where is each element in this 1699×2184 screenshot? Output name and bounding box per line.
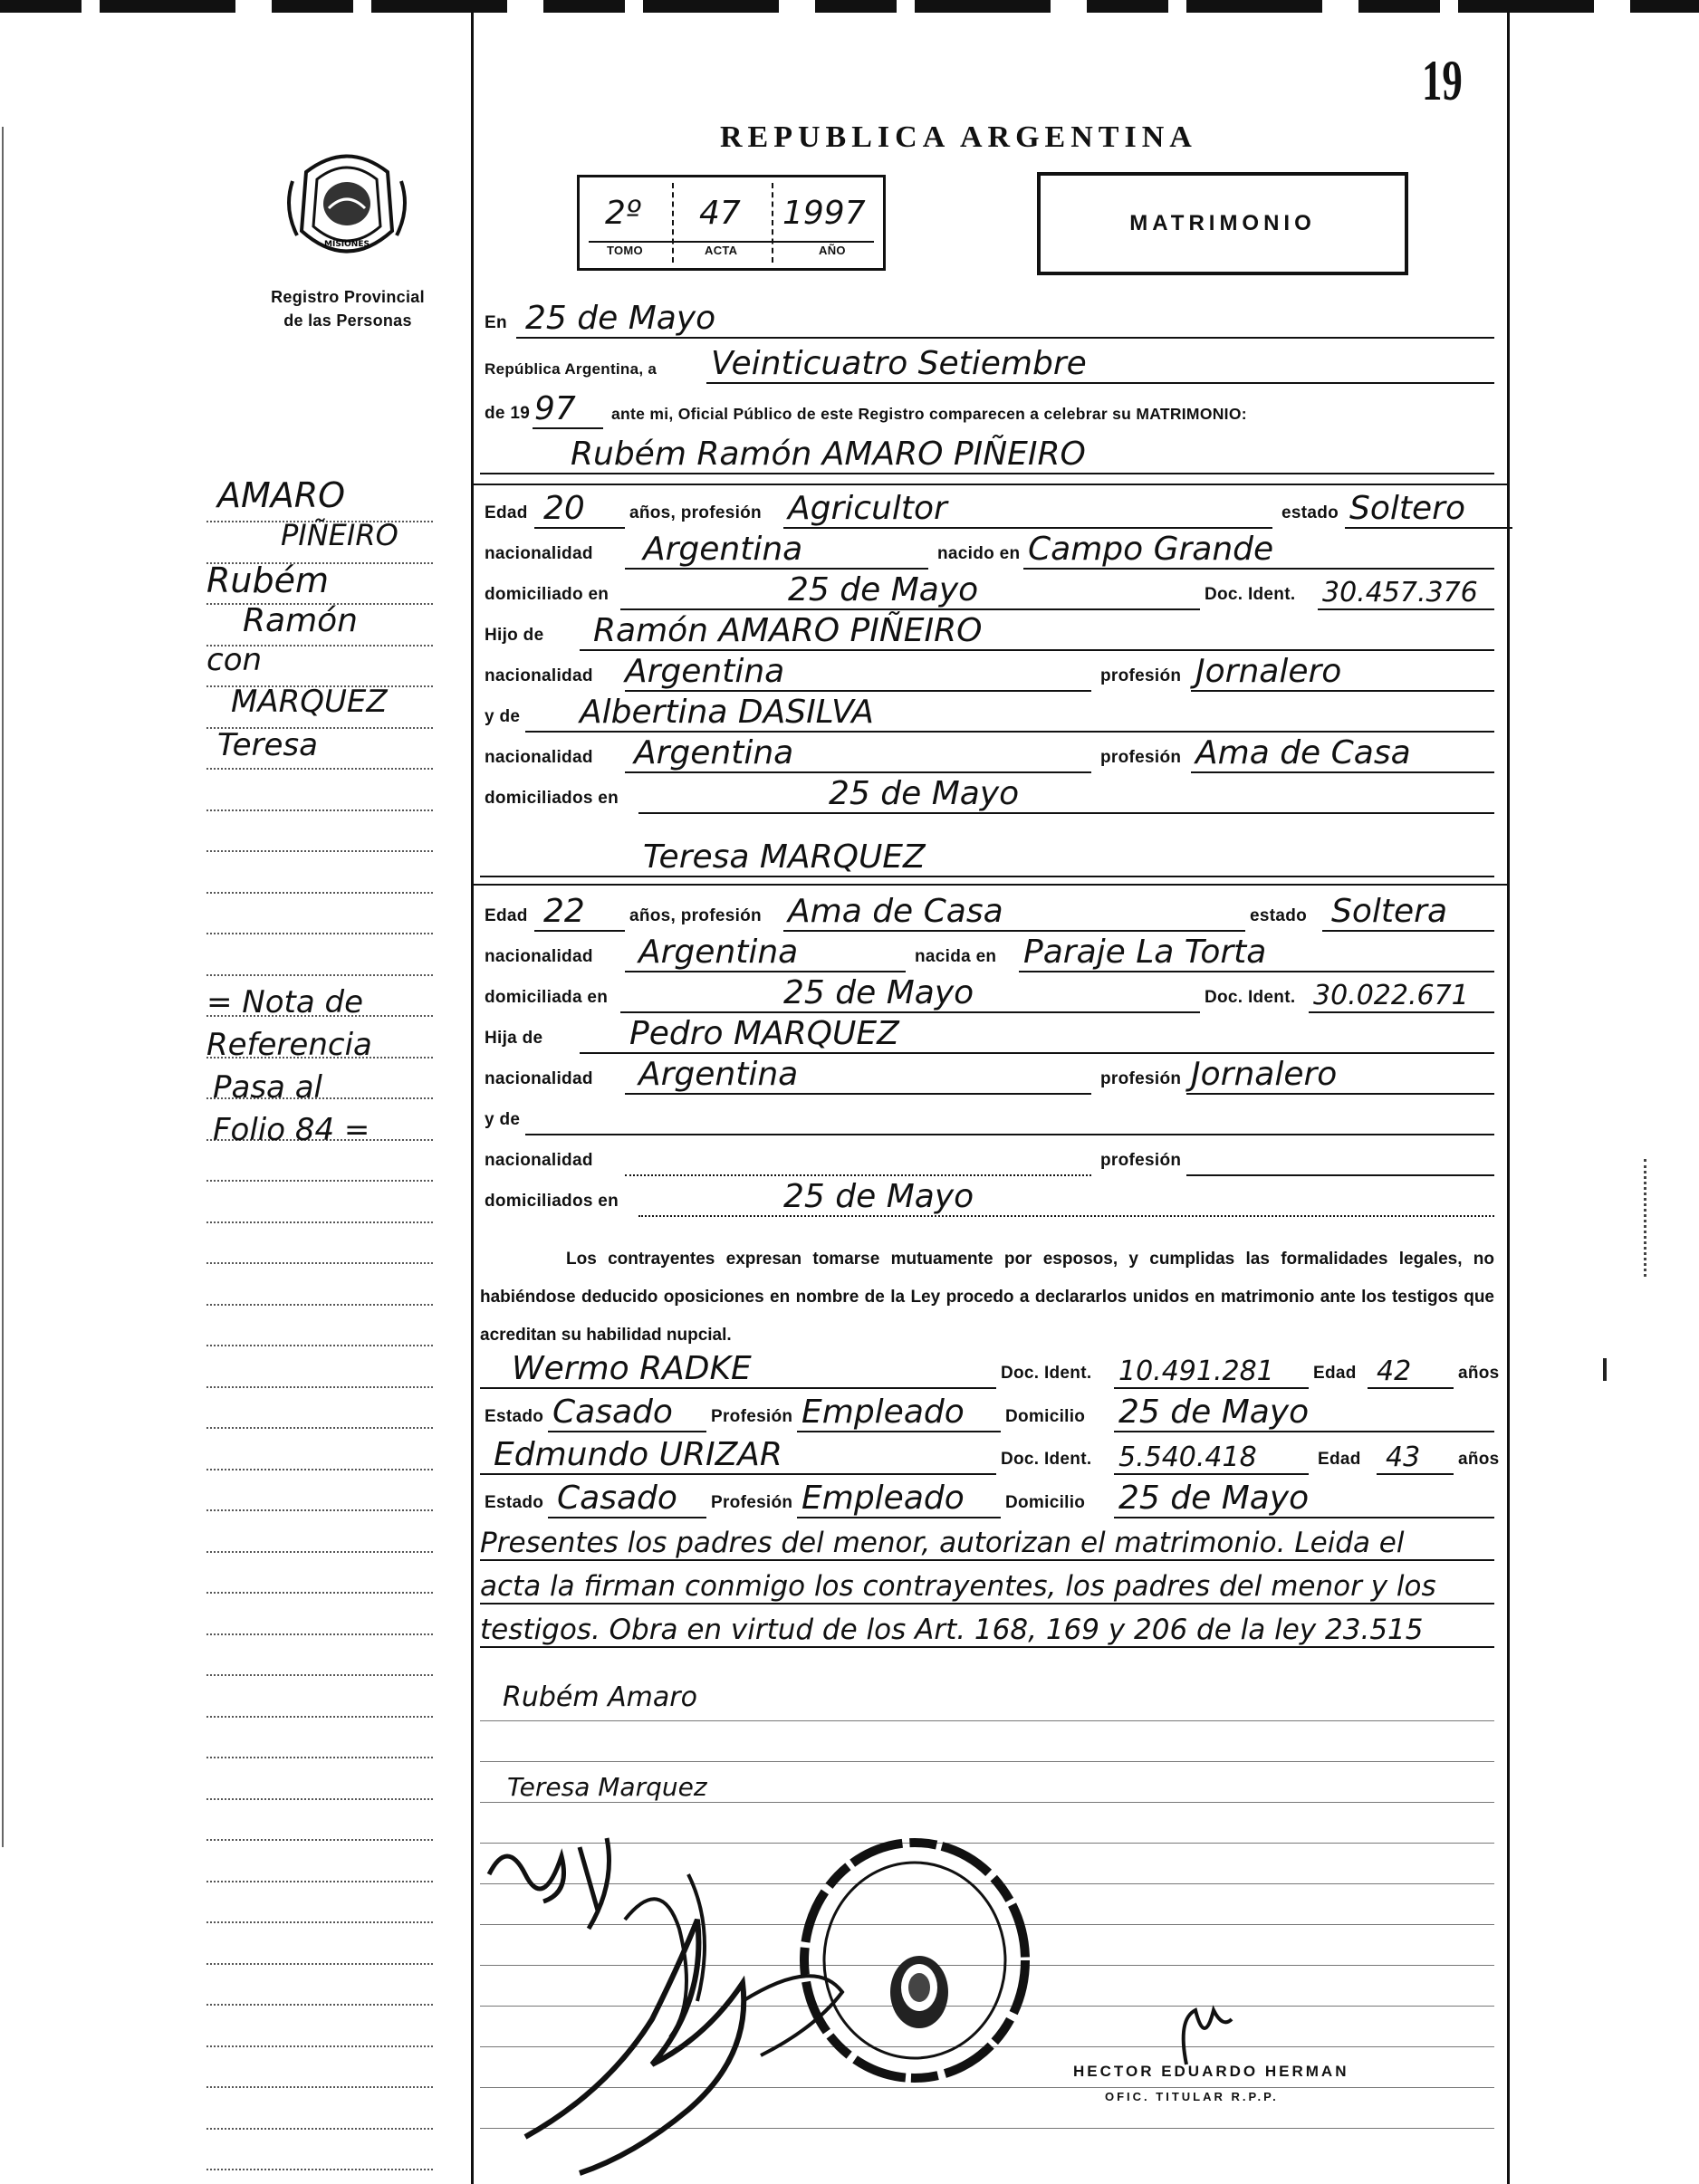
act-type: MATRIMONIO	[1129, 211, 1316, 235]
groom-domicilio: 25 de Mayo	[788, 571, 979, 608]
bride-nac-label: nacionalidad	[485, 947, 593, 966]
acta-label: ACTA	[705, 244, 738, 257]
witness-1-domicilio-label: Domicilio	[1005, 1407, 1086, 1426]
groom-name: Rubém Ramón AMARO PIÑEIRO	[571, 436, 1086, 473]
witness-2-name: Edmundo URIZAR	[494, 1436, 782, 1473]
groom-hijo-label: Hijo de	[485, 626, 544, 645]
margin-ruled-line	[206, 2086, 433, 2088]
witness-1-doc-label: Doc. Ident.	[1001, 1364, 1092, 1383]
en-label: En	[485, 313, 507, 332]
bride-padre-prof-label: profesión	[1100, 1069, 1182, 1088]
act-type-box	[1037, 172, 1408, 275]
groom-profesion: Agricultor	[788, 490, 947, 527]
bride-doc-label: Doc. Ident.	[1205, 988, 1296, 1007]
margin-note-3: Pasa al	[213, 1069, 322, 1106]
margin-ruled-line	[206, 974, 433, 976]
margin-ruled-line	[206, 1345, 433, 1346]
margin-ruled-line	[206, 1386, 433, 1388]
note-line-1: Presentes los padres del menor, autorizan el matrimonio. Leida el	[480, 1527, 1405, 1559]
witness-2-domicilio-label: Domicilio	[1005, 1493, 1086, 1512]
bride-estado-label: estado	[1250, 906, 1308, 925]
bride-domiciliados: 25 de Mayo	[783, 1178, 974, 1215]
groom-profesion-label: años, profesión	[629, 503, 762, 522]
groom-padre-prof: Jornalero	[1195, 653, 1342, 690]
margin-ruled-line	[206, 2128, 433, 2130]
groom-estado-label: estado	[1281, 503, 1339, 522]
groom-nac-label: nacionalidad	[485, 544, 593, 563]
bride-nacida: Paraje La Torta	[1023, 934, 1267, 971]
margin-ruled-line	[206, 850, 433, 852]
republica-label: República Argentina, a	[485, 360, 658, 378]
margin-name-3: Rubém	[206, 560, 330, 600]
marriage-statement: Los contrayentes expresan tomarse mutuamente por esposos, y cumplidas las formalidades legales, no habiéndose deducido oposiciones en nombre de la Ley procedo a declararlos unidos en matrimonio ante los testigos que acreditan su habilidad nupcial.	[480, 1250, 1494, 1345]
margin-ruled-line	[206, 892, 433, 894]
margin-name-1: AMARO	[217, 475, 346, 515]
scan-edge-left	[2, 127, 4, 1847]
margin-ruled-line	[206, 768, 433, 770]
bride-domiciliados-label: domiciliados en	[485, 1192, 619, 1211]
margin-ruled-line	[206, 2045, 433, 2047]
ano-label: AÑO	[819, 244, 846, 257]
margin-ruled-line	[206, 1262, 433, 1264]
margin-name-5: con	[206, 642, 263, 678]
bride-madre-nac-label: nacionalidad	[485, 1151, 593, 1170]
margin-note-4: Folio 84 =	[213, 1112, 370, 1148]
bride-padre: Pedro MARQUEZ	[629, 1015, 899, 1052]
bride-y-de-label: y de	[485, 1110, 521, 1129]
margin-ruled-line	[206, 1716, 433, 1718]
witness-2-doc-label: Doc. Ident.	[1001, 1450, 1092, 1469]
margin-ruled-line	[206, 1221, 433, 1223]
margin-ruled-line	[206, 1963, 433, 1965]
bride-padre-nac-label: nacionalidad	[485, 1069, 593, 1088]
page-number: 19	[1422, 48, 1463, 112]
witness-1-profesion-label: Profesión	[711, 1407, 793, 1426]
acta-value: 47	[699, 195, 741, 232]
bride-edad: 22	[543, 893, 585, 930]
bride-profesion-label: años, profesión	[629, 906, 762, 925]
margin-ruled-line	[206, 1592, 433, 1594]
bride-padre-nac: Argentina	[638, 1056, 799, 1093]
groom-madre-nac-label: nacionalidad	[485, 748, 593, 767]
year-prefix: de 19	[485, 404, 531, 423]
witness-2-anos-label: años	[1458, 1450, 1500, 1469]
registry-line-2: de las Personas	[283, 311, 412, 330]
note-line-2: acta la firman conmigo los contrayentes, los padres del menor y los	[480, 1570, 1436, 1603]
witness-2-edad-label: Edad	[1318, 1450, 1361, 1469]
bride-estado: Soltera	[1331, 893, 1448, 930]
intro-text: ante mi, Oficial Público de este Registro comparecen a celebrar su MATRIMONIO:	[611, 405, 1247, 423]
bride-doc: 30.022.671	[1313, 980, 1469, 1011]
bride-hija-label: Hija de	[485, 1029, 543, 1048]
registry-line-1: Registro Provincial	[271, 288, 425, 306]
margin-ruled-line	[206, 809, 433, 811]
right-frame-line	[1507, 9, 1510, 2184]
margin-ruled-line	[206, 1839, 433, 1841]
groom-padre-nac-label: nacionalidad	[485, 666, 593, 685]
page-title: REPUBLICA ARGENTINA	[720, 120, 1197, 154]
bride-padre-prof: Jornalero	[1191, 1056, 1338, 1093]
groom-estado: Soltero	[1349, 490, 1465, 527]
witness-1-edad-label: Edad	[1313, 1364, 1357, 1383]
officer-signature	[1168, 1992, 1241, 2074]
signature-groom: Rubém Amaro	[503, 1681, 697, 1713]
groom-doc: 30.457.376	[1322, 577, 1478, 608]
bride-domicilio: 25 de Mayo	[783, 974, 974, 1011]
margin-ruled-line	[206, 2004, 433, 2006]
witness-1-edad: 42	[1377, 1355, 1412, 1387]
seal-text: MISIONES	[324, 240, 370, 249]
groom-nacido-label: nacido en	[937, 544, 1021, 563]
witness-2-profesion: Empleado	[802, 1480, 965, 1517]
groom-nacionalidad: Argentina	[643, 531, 803, 568]
margin-ruled-line	[206, 2169, 433, 2170]
tomo-value: 2º	[605, 195, 641, 232]
bride-nacionalidad: Argentina	[638, 934, 799, 971]
bride-name: Teresa MARQUEZ	[643, 838, 926, 876]
en-value: 25 de Mayo	[525, 300, 716, 337]
margin-note-2: Referencia	[206, 1027, 372, 1063]
officer-name: HECTOR EDUARDO HERMAN	[1073, 2063, 1349, 2080]
note-line-3: testigos. Obra en virtud de los Art. 168, 169 y 206 de la ley 23.515	[480, 1614, 1424, 1646]
witness-2-estado: Casado	[557, 1480, 677, 1517]
groom-domiciliados: 25 de Mayo	[829, 775, 1020, 812]
groom-padre: Ramón AMARO PIÑEIRO	[593, 612, 983, 649]
witness-2-estado-label: Estado	[485, 1493, 544, 1512]
groom-edad: 20	[543, 490, 585, 527]
witness-1-estado-label: Estado	[485, 1407, 544, 1426]
signature-ruled-line	[480, 1761, 1494, 1762]
groom-padre-nac: Argentina	[625, 653, 785, 690]
margin-ruled-line	[206, 1180, 433, 1182]
groom-madre-prof: Ama de Casa	[1195, 734, 1411, 771]
margin-ruled-line	[206, 1427, 433, 1429]
margin-ruled-line	[206, 1551, 433, 1553]
witness-1-domicilio: 25 de Mayo	[1118, 1394, 1310, 1431]
groom-domiciliados-label: domiciliados en	[485, 789, 619, 808]
groom-madre-prof-label: profesión	[1100, 748, 1182, 767]
year-value: 97	[534, 390, 576, 427]
act-number-box	[577, 175, 886, 271]
bride-madre-prof-label: profesión	[1100, 1151, 1182, 1170]
margin-ruled-line	[206, 1674, 433, 1676]
groom-madre: Albertina DASILVA	[580, 694, 874, 731]
officer-title: OFIC. TITULAR R.P.P.	[1105, 2090, 1279, 2103]
groom-madre-nac: Argentina	[634, 734, 794, 771]
margin-name-6: MARQUEZ	[231, 684, 388, 720]
bride-profesion: Ama de Casa	[788, 893, 1003, 930]
scan-artifact	[1644, 1159, 1654, 1277]
official-stamp	[792, 1811, 1037, 2083]
ano-value: 1997	[782, 195, 866, 232]
groom-edad-label: Edad	[485, 503, 528, 522]
witness-1-anos-label: años	[1458, 1364, 1500, 1383]
tomo-label: TOMO	[607, 244, 643, 257]
witness-2-doc: 5.540.418	[1118, 1442, 1257, 1473]
margin-ruled-line	[206, 1881, 433, 1882]
groom-doc-label: Doc. Ident.	[1205, 585, 1296, 604]
margin-ruled-line	[206, 1921, 433, 1923]
witness-2-profesion-label: Profesión	[711, 1493, 793, 1512]
groom-nacido: Campo Grande	[1028, 531, 1274, 568]
margin-ruled-line	[206, 1469, 433, 1470]
margin-ruled-line	[206, 1509, 433, 1511]
margin-name-4: Ramón	[243, 602, 358, 639]
witness-1-profesion: Empleado	[802, 1394, 965, 1431]
republica-value: Veinticuatro Setiembre	[711, 345, 1087, 382]
margin-ruled-line	[206, 1798, 433, 1800]
margin-name-2: PIÑEIRO	[281, 518, 398, 552]
groom-padre-prof-label: profesión	[1100, 666, 1182, 685]
scan-mark	[1603, 1358, 1607, 1381]
witness-2-edad: 43	[1386, 1442, 1421, 1473]
margin-ruled-line	[206, 1304, 433, 1306]
witness-1-estado: Casado	[552, 1394, 673, 1431]
witness-2-domicilio: 25 de Mayo	[1118, 1480, 1310, 1517]
bride-domicilio-label: domiciliada en	[485, 988, 609, 1007]
margin-ruled-line	[206, 1633, 433, 1635]
witness-1-name: Wermo RADKE	[512, 1350, 752, 1387]
margin-name-7: Teresa	[217, 727, 318, 763]
bride-nacida-label: nacida en	[915, 947, 997, 966]
margin-ruled-line	[206, 933, 433, 934]
margin-ruled-line	[206, 1757, 433, 1758]
witness-1-doc: 10.491.281	[1118, 1355, 1274, 1387]
margin-note-1: = Nota de	[206, 984, 364, 1020]
provincial-seal-icon	[279, 145, 415, 272]
signature-ruled-line	[480, 1802, 1494, 1803]
signature-bride: Teresa Marquez	[507, 1772, 707, 1802]
groom-domicilio-label: domiciliado en	[485, 585, 610, 604]
bride-edad-label: Edad	[485, 906, 528, 925]
signature-ruled-line	[480, 1720, 1494, 1721]
groom-y-de-label: y de	[485, 707, 521, 726]
scan-edge	[0, 0, 1699, 13]
